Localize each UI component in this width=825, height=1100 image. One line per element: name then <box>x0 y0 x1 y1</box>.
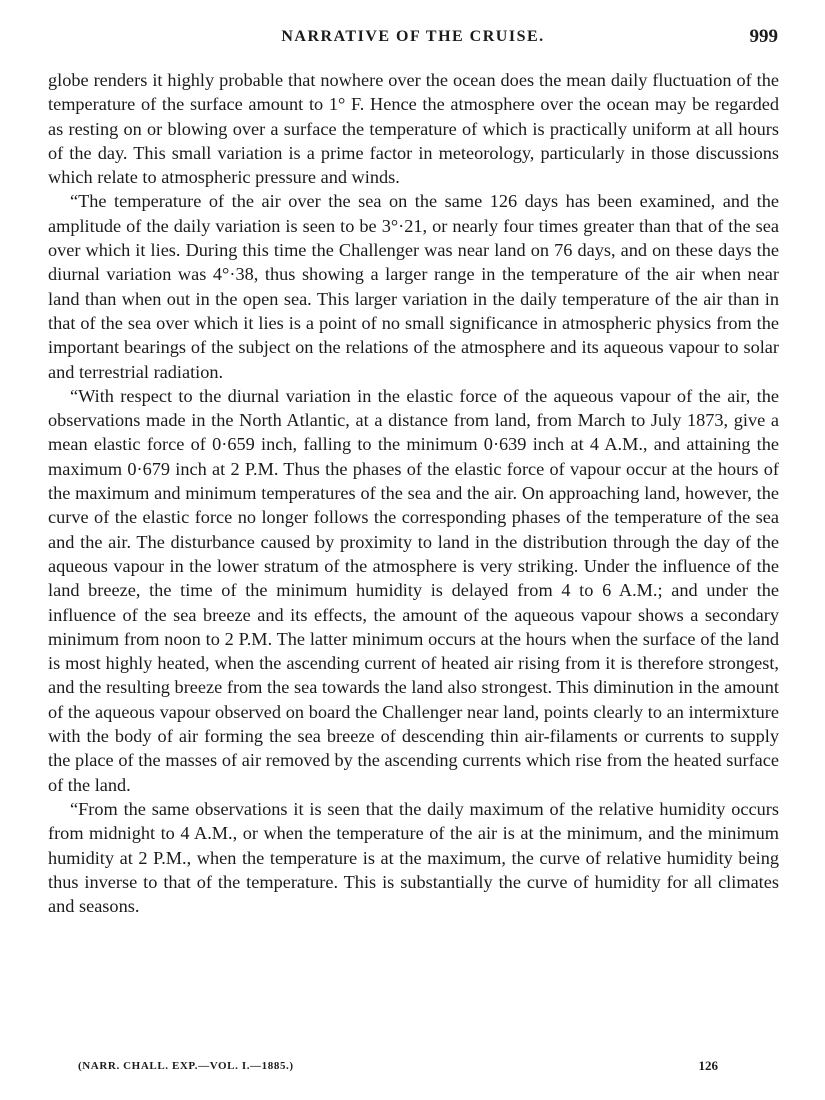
paragraph: “With respect to the diurnal variation in the elastic force of the aqueous vapour of the air, the observations made in the North Atlantic, at a distance from land, from March to July 1873, give a mean elastic force of 0·659 inch, falling to the minimum 0·639 inch at 4 A.M., and attaining the maximum 0·679 inch at 2 P.M. Thus the phases of the elastic force of vapour occur at the hours of the maximum and minimum temperatures of the sea and the air. On approaching land, however, the curve of the elastic force no longer follows the corresponding phases of the temperature of the sea and the air. The disturbance caused by proximity to land in the distribution through the day of the aqueous vapour in the lower stratum of the atmosphere is very striking. Under the influence of the land breeze, the time of the minimum humidity is delayed from 4 to 6 A.M.; and under the influence of the sea breeze and its effects, the amount of the aqueous vapour shows a secondary minimum from noon to 2 P.M. The latter minimum occurs at the hours when the surface of the land is most highly heated, when the ascending current of heated air rising from it is therefore strongest, and the resulting breeze from the sea towards the land also strongest. This diminution in the amount of the aqueous vapour observed on board the Challenger near land, points clearly to an intermixture with the body of air forming the sea breeze of descending thin air-filaments or currents to supply the place of the masses of air removed by the ascending currents which rise from the heated surface of the land. <box>48 385 779 795</box>
page-footer <box>78 1058 718 1078</box>
paragraph: “The temperature of the air over the sea on the same 126 days has been examined, and the amplitude of the daily variation is seen to be 3°·21, or nearly four times greater than that of the sea over which it lies. During this time the Challenger was near land on 76 days, and on these days the diurnal variation was 4°·38, thus showing a larger range in the temperature of the air when near land than when out in the open sea. This larger variation in the daily temperature of the air than in that of the sea over which it lies is a point of no small significance in atmospheric physics from the important bearings of the subject on the relations of the atmosphere and its aqueous vapour to solar and terrestrial radiation. <box>48 191 779 382</box>
paragraph: “From the same observations it is seen that the daily maximum of the relative humidity occurs from midnight to 4 A.M., or when the temperature of the air is at the minimum, and the minimum humidity at 2 P.M., when the temperature is at the maximum, the curve of relative humidity being thus inverse to that of the temperature. This is substantially the curve of humidity for all climates and seasons. <box>48 798 779 917</box>
paragraph: globe renders it highly probable that nowhere over the ocean does the mean daily fluctuation of the temperature of the surface amount to 1° F. Hence the atmosphere over the ocean may be regarded as resting on or blowing over a surface the temperature of which is practically uniform at all hours of the day. This small variation is a prime factor in meteorology, particularly in those discussions which relate to atmospheric pressure and winds. <box>48 70 779 188</box>
running-title: NARRATIVE OF THE CRUISE. <box>281 28 545 45</box>
footer-note: (NARR. CHALL. EXP.—VOL. I.—1885.) <box>78 1060 294 1072</box>
signature-mark: 126 <box>698 1058 718 1073</box>
body-text <box>48 68 779 918</box>
page-header <box>48 26 778 54</box>
page-number: 999 <box>749 26 778 47</box>
